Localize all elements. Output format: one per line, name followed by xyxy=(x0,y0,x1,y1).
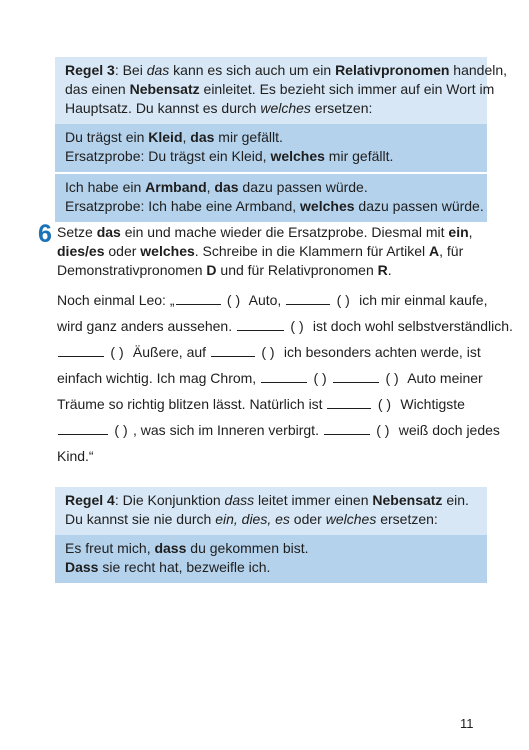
text-span: ersetzen: xyxy=(376,511,438,527)
text-span: , was sich im Inneren verbirgt. xyxy=(133,422,323,438)
rule-3-example-1 xyxy=(55,124,487,172)
text-em: welches xyxy=(325,511,377,527)
text-span: ist doch wohl selbstverständlich. xyxy=(309,318,513,334)
rule-4-line-2 xyxy=(65,510,477,529)
fill-blank[interactable] xyxy=(261,370,307,383)
text-bold: Armband xyxy=(145,179,207,195)
rule-4-box xyxy=(55,487,487,583)
text-span: , xyxy=(182,129,191,145)
instruction-line-1 xyxy=(57,223,487,242)
text-span: wird ganz anders aussehen. xyxy=(57,318,236,334)
text-span: ich besonders achten werde, ist xyxy=(279,344,481,360)
example-substitution xyxy=(65,147,477,166)
text-span: ein. xyxy=(442,492,469,508)
fill-blank[interactable] xyxy=(237,318,284,331)
text-bold: welches xyxy=(270,148,325,164)
example-sentence xyxy=(65,539,477,558)
text-em: welches xyxy=(260,100,311,116)
text-span: und für Relativpronomen xyxy=(216,262,378,278)
text-span: Hauptsatz. Du kannst es durch xyxy=(65,100,261,116)
text-span: kann es sich auch um ein xyxy=(169,62,336,78)
rule-3-box xyxy=(55,57,508,222)
text-span: Du trägst ein xyxy=(65,129,149,145)
example-sentence xyxy=(65,128,477,147)
text-span: du gekommen bist. xyxy=(186,540,309,556)
rule-3-line-3 xyxy=(65,99,477,118)
text-bold: dies/es xyxy=(57,243,105,259)
text-bold: ein xyxy=(448,224,469,240)
text-span: Es freut mich, xyxy=(65,540,155,556)
text-span: ein und mache wieder die Ersatzprobe. Diesmal mit xyxy=(120,224,449,240)
text-span: handeln, xyxy=(449,62,508,78)
answer-parentheses[interactable]: ( ) xyxy=(114,422,128,438)
answer-parentheses[interactable]: ( ) xyxy=(226,292,241,308)
text-span: einleitet. Es bezieht sich immer auf ein Wort im xyxy=(199,81,495,97)
fill-blank[interactable] xyxy=(58,422,108,435)
text-bold: Dass xyxy=(65,559,99,575)
answer-parentheses[interactable]: ( ) xyxy=(385,370,399,386)
example-sentence xyxy=(65,558,477,577)
text-span: Träume so richtig blitzen lässt. Natürlich ist xyxy=(57,396,327,412)
text-span: mir gefällt. xyxy=(214,129,283,145)
text-span: Demonstrativpronomen xyxy=(57,262,207,278)
text-bold: Relativpronomen xyxy=(335,62,450,78)
text-span: sie recht hat, bezweifle ich. xyxy=(98,559,271,575)
text-bold: Kleid xyxy=(148,129,183,145)
exercise-line-4 xyxy=(57,365,497,391)
text-span: ich mir einmal kaufe, xyxy=(355,292,488,308)
rule-3-line-2 xyxy=(65,80,495,99)
text-span: : Bei xyxy=(114,62,147,78)
text-span: ersetzen: xyxy=(310,100,373,116)
text-bold: Nebensatz xyxy=(129,81,200,97)
rule-4-label: Regel 4 xyxy=(65,492,115,508)
rule-3-label: Regel 3 xyxy=(65,62,115,78)
text-span: dazu passen würde. xyxy=(354,198,484,214)
instruction-line-3 xyxy=(57,261,487,280)
text-span: , xyxy=(206,179,215,195)
fill-blank[interactable] xyxy=(333,370,379,383)
exercise-line-1 xyxy=(57,287,497,313)
text-bold: welches xyxy=(140,243,195,259)
text-em: das xyxy=(146,62,170,78)
text-span: Kind.“ xyxy=(57,448,94,464)
task-instruction xyxy=(57,223,487,280)
example-substitution xyxy=(65,197,484,216)
text-span: , für xyxy=(439,243,464,259)
text-span: . xyxy=(387,262,392,278)
answer-parentheses[interactable]: ( ) xyxy=(376,422,390,438)
text-em: ein, dies, es xyxy=(215,511,290,527)
text-bold: welches xyxy=(300,198,355,214)
text-span: : Die Konjunktion xyxy=(114,492,225,508)
answer-parentheses[interactable]: ( ) xyxy=(336,292,350,308)
text-span: einfach wichtig. Ich mag Chrom, xyxy=(57,370,261,386)
text-bold: das xyxy=(190,129,215,145)
answer-parentheses[interactable]: ( ) xyxy=(290,318,304,334)
text-span: , xyxy=(468,224,473,240)
page-number: 11 xyxy=(460,716,474,731)
rule-4-text xyxy=(55,487,487,535)
example-sentence xyxy=(65,178,477,197)
text-span: oder xyxy=(104,243,141,259)
text-span: dazu passen würde. xyxy=(238,179,368,195)
exercise-line-6 xyxy=(57,417,500,443)
exercise-line-3 xyxy=(57,339,497,365)
rule-3-text xyxy=(55,57,508,124)
text-span: leitet immer einen xyxy=(254,492,373,508)
instruction-line-2 xyxy=(57,242,487,261)
text-span: oder xyxy=(289,511,326,527)
text-span: . Schreibe in die Klammern für Artikel xyxy=(194,243,429,259)
text-span: Setze xyxy=(57,224,97,240)
fill-blank[interactable] xyxy=(176,292,221,305)
answer-parentheses[interactable]: ( ) xyxy=(377,396,392,412)
fill-blank[interactable] xyxy=(58,344,104,357)
fill-blank[interactable] xyxy=(211,344,255,357)
rule-3-example-2 xyxy=(55,172,487,222)
text-bold: das xyxy=(214,179,239,195)
answer-parentheses[interactable]: ( ) xyxy=(261,344,275,360)
text-bold: das xyxy=(96,224,121,240)
text-span: mir gefällt. xyxy=(324,148,394,164)
exercise-line-5 xyxy=(57,391,497,417)
fill-blank[interactable] xyxy=(324,422,370,435)
text-bold: A xyxy=(429,243,440,259)
text-span: Wichtigste xyxy=(396,396,465,412)
fill-blank[interactable] xyxy=(286,292,330,305)
text-span: das einen xyxy=(65,81,130,97)
text-span: Noch einmal Leo: „ xyxy=(57,292,175,308)
text-bold: dass xyxy=(154,540,187,556)
text-em: dass xyxy=(224,492,255,508)
text-span: Ich habe ein xyxy=(65,179,146,195)
text-span: Auto, xyxy=(245,292,286,308)
fill-blank[interactable] xyxy=(327,396,371,409)
rule-4-example xyxy=(55,535,487,583)
text-bold: R xyxy=(377,262,388,278)
answer-parentheses[interactable]: ( ) xyxy=(110,344,124,360)
text-span: Äußere, auf xyxy=(129,344,210,360)
answer-parentheses[interactable]: ( ) xyxy=(313,370,327,386)
task-number: 6 xyxy=(38,220,52,248)
rule-4-line-1 xyxy=(65,491,477,510)
rule-3-line-1 xyxy=(65,61,508,80)
text-span: Auto meiner xyxy=(404,370,483,386)
exercise-line-7 xyxy=(57,443,497,469)
text-span: Du kannst sie nie durch xyxy=(65,511,216,527)
text-bold: D xyxy=(206,262,217,278)
text-span: weiß doch jedes xyxy=(394,422,500,438)
exercise-line-2 xyxy=(57,313,513,339)
text-bold: Nebensatz xyxy=(372,492,443,508)
fill-in-exercise xyxy=(57,287,513,469)
text-span: Ersatzprobe: Ich habe eine Armband, xyxy=(65,198,301,214)
text-span: Ersatzprobe: Du trägst ein Kleid, xyxy=(65,148,271,164)
